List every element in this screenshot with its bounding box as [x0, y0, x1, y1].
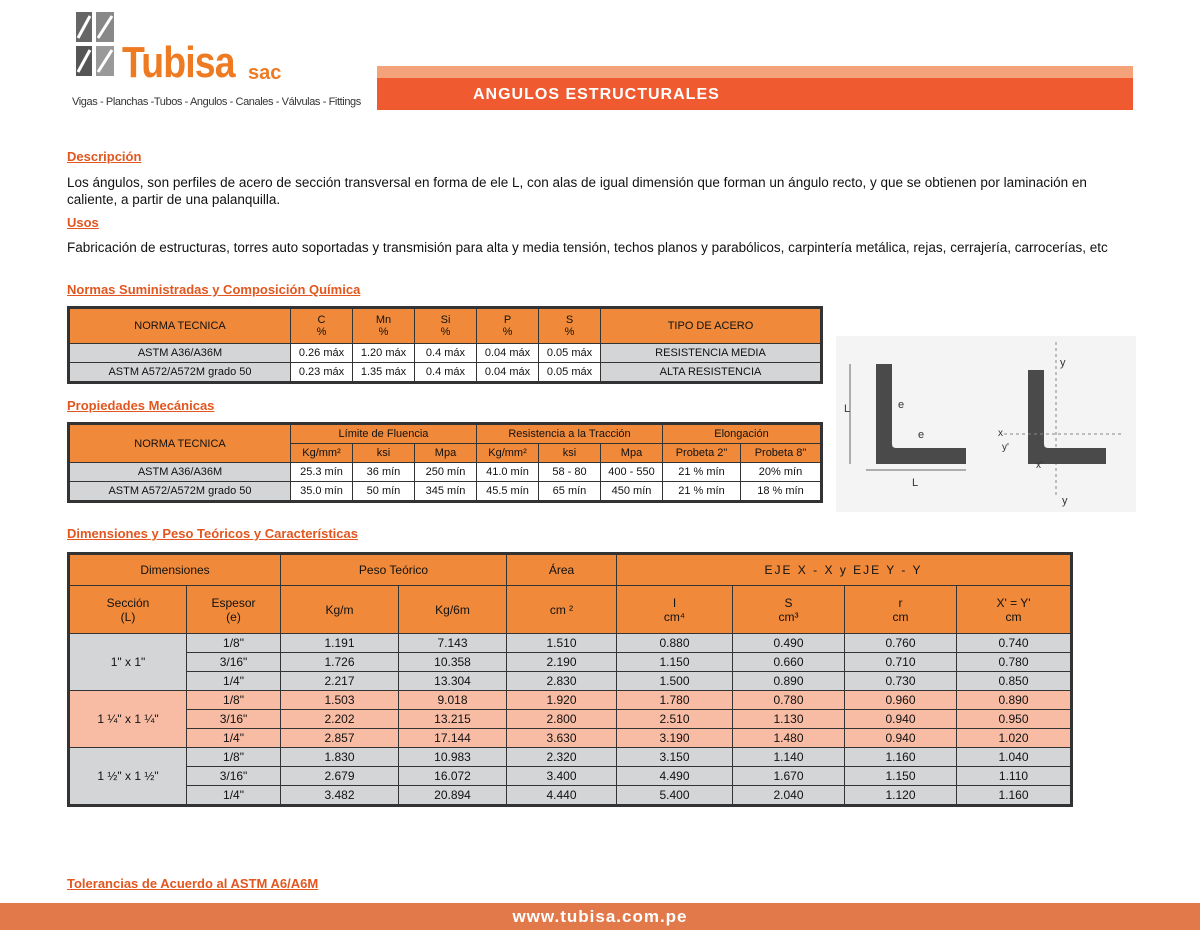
table-cell: 345 mín [415, 482, 477, 502]
table-cell: 35.0 mín [291, 482, 353, 502]
diagram-label: x' [1036, 460, 1043, 471]
table-row [69, 463, 822, 482]
table-cell: 2.830 [507, 672, 617, 691]
table-cell: 450 mín [601, 482, 663, 502]
table-cell: 1/4" [187, 729, 281, 748]
table-cell: 0.04 máx [477, 344, 539, 363]
table-cell: 41.0 mín [477, 463, 539, 482]
table-cell: 250 mín [415, 463, 477, 482]
table-header: Probeta 8" [741, 444, 822, 463]
steel-profiles-logo-icon [72, 8, 118, 80]
table-header: C % [291, 308, 353, 344]
section-cell: 1 ¼" x 1 ¼" [69, 691, 187, 748]
table-cell: 0.4 máx [415, 363, 477, 383]
table-header: Mpa [601, 444, 663, 463]
table-cell: 3/16" [187, 767, 281, 786]
table-cell: 0.890 [957, 691, 1072, 710]
angle-profile-diagram [836, 336, 1136, 512]
table-cell: 0.780 [733, 691, 845, 710]
table-cell: 1.040 [957, 748, 1072, 767]
table-row [69, 634, 1072, 653]
table-header: S % [539, 308, 601, 344]
table-cell: 1.510 [507, 634, 617, 653]
table-cell: ALTA RESISTENCIA [601, 363, 822, 383]
section-cell: 1" x 1" [69, 634, 187, 691]
title-banner [377, 78, 1133, 110]
table-header: Mpa [415, 444, 477, 463]
table-cell: 50 mín [353, 482, 415, 502]
mecanicas-heading: Propiedades Mecánicas [67, 398, 215, 413]
table-cell: 1.160 [957, 786, 1072, 806]
usos-heading: Usos [67, 215, 99, 230]
table-cell: 2.857 [281, 729, 399, 748]
table-row [69, 786, 1072, 806]
page-title: ANGULOS ESTRUCTURALES [473, 86, 720, 103]
descripcion-heading: Descripción [67, 149, 142, 164]
table-header: cm ² [507, 586, 617, 634]
table-row [69, 710, 1072, 729]
table-cell: 1/8" [187, 748, 281, 767]
table-cell: 2.679 [281, 767, 399, 786]
table-header: Mn % [353, 308, 415, 344]
table-cell: 20.894 [399, 786, 507, 806]
table-cell: 1.480 [733, 729, 845, 748]
table-row [69, 729, 1072, 748]
table-header: ksi [539, 444, 601, 463]
diagram-label: y' [1002, 442, 1009, 453]
table-cell: 1.670 [733, 767, 845, 786]
dimensiones-heading: Dimensiones y Peso Teóricos y Características [67, 526, 358, 541]
table-cell: 5.400 [617, 786, 733, 806]
tolerancias-link[interactable]: Tolerancias de Acuerdo al ASTM A6/A6M [67, 876, 319, 891]
table-cell: 1.726 [281, 653, 399, 672]
table-header: Kg/6m [399, 586, 507, 634]
table-cell: 0.490 [733, 634, 845, 653]
table-header: Dimensiones [69, 554, 281, 586]
table-row [69, 748, 1072, 767]
table-cell: 0.950 [957, 710, 1072, 729]
diagram-label: L [912, 477, 919, 489]
table-row [69, 672, 1072, 691]
dimensiones-table [67, 552, 1073, 807]
table-header: NORMA TECNICA [69, 308, 291, 344]
table-cell: 1.150 [617, 653, 733, 672]
table-cell: 58 - 80 [539, 463, 601, 482]
table-header: Resistencia a la Tracción [477, 424, 663, 444]
table-row [69, 767, 1072, 786]
table-cell: 0.960 [845, 691, 957, 710]
table-cell: ASTM A572/A572M grado 50 [69, 363, 291, 383]
table-cell: 1/8" [187, 691, 281, 710]
table-cell: 0.04 máx [477, 363, 539, 383]
table-cell: 0.850 [957, 672, 1072, 691]
table-cell: 0.730 [845, 672, 957, 691]
table-cell: 0.660 [733, 653, 845, 672]
table-cell: 0.780 [957, 653, 1072, 672]
diagram-label: L [844, 403, 851, 415]
table-cell: 0.760 [845, 634, 957, 653]
table-cell: 7.143 [399, 634, 507, 653]
table-cell: 13.304 [399, 672, 507, 691]
table-cell: 1.20 máx [353, 344, 415, 363]
table-cell: 1.150 [845, 767, 957, 786]
table-header: r cm [845, 586, 957, 634]
table-header: Kg/m [281, 586, 399, 634]
footer-url[interactable]: www.tubisa.com.pe [512, 907, 688, 926]
banner-stripe [377, 66, 1133, 78]
table-cell: 10.983 [399, 748, 507, 767]
table-cell: 0.740 [957, 634, 1072, 653]
table-cell: 36 mín [353, 463, 415, 482]
table-header: Kg/mm² [291, 444, 353, 463]
table-header: Si % [415, 308, 477, 344]
diagram-label: y [1060, 357, 1066, 369]
table-header: Límite de Fluencia [291, 424, 477, 444]
table-cell: 4.440 [507, 786, 617, 806]
descripcion-text: Los ángulos, son perfiles de acero de sección transversal en forma de ele L, con alas de igual dimensión que forman un ángulo recto, y que se obtienen por laminación en caliente, a partir de una palanquilla. [67, 175, 1087, 207]
table-cell: ASTM A572/A572M grado 50 [69, 482, 291, 502]
table-row [69, 482, 822, 502]
table-cell: 3.190 [617, 729, 733, 748]
table-cell: 21 % mín [663, 482, 741, 502]
diagram-label: e [898, 399, 905, 411]
table-cell: 0.880 [617, 634, 733, 653]
table-header: Sección (L) [69, 586, 187, 634]
table-cell: 2.217 [281, 672, 399, 691]
usos-text: Fabricación de estructuras, torres auto soportadas y transmisión para alta y media tensión, techos planos y parabólicos, carpintería metálica, rejas, cerrajería, carrocerías, etc [67, 240, 1108, 255]
table-cell: 1/8" [187, 634, 281, 653]
table-header: ksi [353, 444, 415, 463]
company-logo [72, 8, 377, 112]
table-cell: 0.890 [733, 672, 845, 691]
table-cell: 1.120 [845, 786, 957, 806]
table-header: S cm³ [733, 586, 845, 634]
table-cell: 20% mín [741, 463, 822, 482]
table-header: I cm⁴ [617, 586, 733, 634]
table-cell: 3/16" [187, 710, 281, 729]
table-cell: 3.482 [281, 786, 399, 806]
table-cell: 0.940 [845, 729, 957, 748]
table-header: NORMA TECNICA [69, 424, 291, 463]
normas-table [67, 306, 823, 384]
table-header: Probeta 2" [663, 444, 741, 463]
table-cell: 1/4" [187, 786, 281, 806]
table-cell: 9.018 [399, 691, 507, 710]
table-cell: 0.940 [845, 710, 957, 729]
normas-heading: Normas Suministradas y Composición Química [67, 282, 361, 297]
table-header: TIPO DE ACERO [601, 308, 822, 344]
table-cell: 1.130 [733, 710, 845, 729]
table-cell: 0.4 máx [415, 344, 477, 363]
table-cell: ASTM A36/A36M [69, 344, 291, 363]
table-cell: 2.202 [281, 710, 399, 729]
diagram-label: x [1062, 348, 1063, 349]
table-cell: ASTM A36/A36M [69, 463, 291, 482]
table-cell: 21 % mín [663, 463, 741, 482]
table-header: Espesor (e) [187, 586, 281, 634]
table-cell: 1.160 [845, 748, 957, 767]
table-cell: 0.05 máx [539, 363, 601, 383]
table-cell: 4.490 [617, 767, 733, 786]
table-cell: 3/16" [187, 653, 281, 672]
table-cell: 1.500 [617, 672, 733, 691]
table-cell: 25.3 mín [291, 463, 353, 482]
table-cell: 3.630 [507, 729, 617, 748]
diagram-label: y [1062, 495, 1068, 507]
table-cell: 1.110 [957, 767, 1072, 786]
logo-suffix: sac [248, 62, 282, 84]
section-cell: 1 ½" x 1 ½" [69, 748, 187, 806]
table-cell: 2.320 [507, 748, 617, 767]
table-cell: 2.190 [507, 653, 617, 672]
table-cell: 0.23 máx [291, 363, 353, 383]
table-cell: RESISTENCIA MEDIA [601, 344, 822, 363]
table-cell: 1.020 [957, 729, 1072, 748]
table-header: P % [477, 308, 539, 344]
table-cell: 1.780 [617, 691, 733, 710]
table-cell: 17.144 [399, 729, 507, 748]
table-header: Peso Teórico [281, 554, 507, 586]
table-cell: 3.400 [507, 767, 617, 786]
footer-bar [0, 903, 1200, 930]
table-cell: 1.503 [281, 691, 399, 710]
table-cell: 3.150 [617, 748, 733, 767]
table-cell: 45.5 mín [477, 482, 539, 502]
table-cell: 65 mín [539, 482, 601, 502]
table-row [69, 363, 822, 383]
table-header: Elongación [663, 424, 822, 444]
table-cell: 10.358 [399, 653, 507, 672]
table-cell: 0.05 máx [539, 344, 601, 363]
table-cell: 1.35 máx [353, 363, 415, 383]
table-cell: 16.072 [399, 767, 507, 786]
table-cell: 2.510 [617, 710, 733, 729]
table-cell: 1.920 [507, 691, 617, 710]
table-cell: 1/4" [187, 672, 281, 691]
table-cell: 1.830 [281, 748, 399, 767]
table-cell: 2.040 [733, 786, 845, 806]
table-cell: 0.710 [845, 653, 957, 672]
table-cell: 1.140 [733, 748, 845, 767]
table-header: X' = Y' cm [957, 586, 1072, 634]
table-cell: 2.800 [507, 710, 617, 729]
table-header: Kg/mm² [477, 444, 539, 463]
mecanicas-table [67, 422, 823, 503]
table-cell: 1.191 [281, 634, 399, 653]
table-row [69, 344, 822, 363]
table-header: Área [507, 554, 617, 586]
diagram-label: e [918, 429, 925, 441]
logo-name: Tubisa [122, 38, 235, 87]
table-cell: 400 - 550 [601, 463, 663, 482]
table-row [69, 653, 1072, 672]
table-row [69, 691, 1072, 710]
diagram-label: x [998, 428, 1003, 439]
logo-tagline: Vigas - Planchas -Tubos - Angulos - Canales - Válvulas - Fittings [72, 96, 361, 108]
table-header: EJE X - X y EJE Y - Y [617, 554, 1072, 586]
table-cell: 18 % mín [741, 482, 822, 502]
table-cell: 13.215 [399, 710, 507, 729]
table-cell: 0.26 máx [291, 344, 353, 363]
